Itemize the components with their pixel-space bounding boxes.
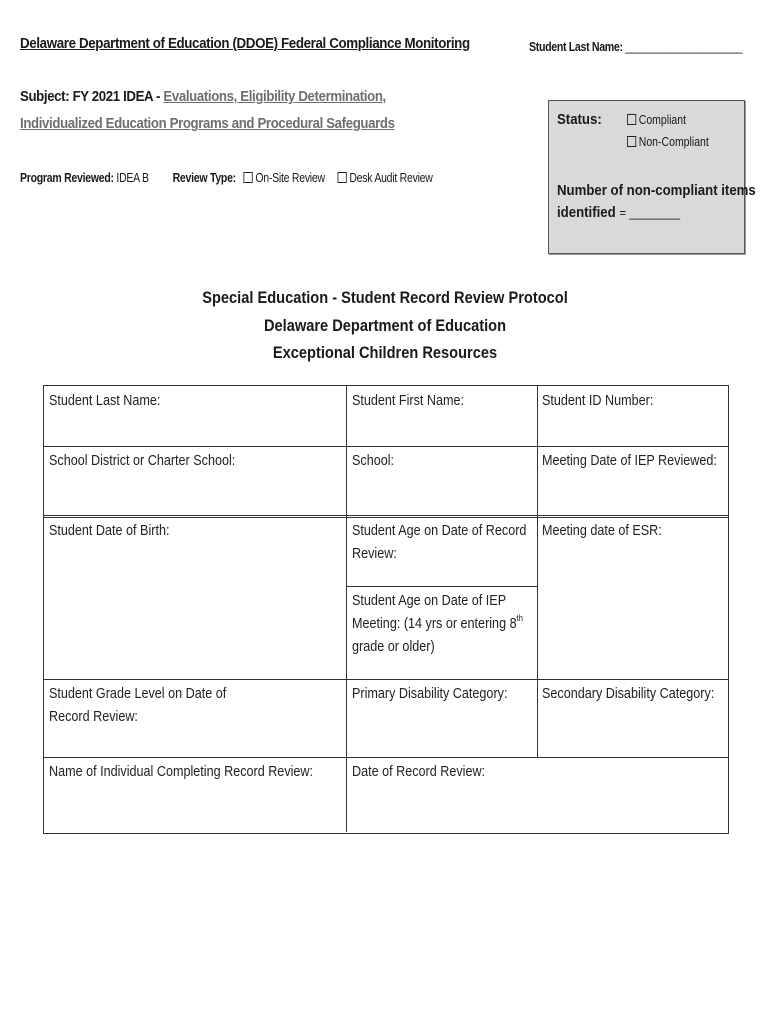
- program-reviewed-value: IDEA B: [116, 171, 149, 185]
- subject-line-1: [20, 88, 386, 105]
- date-of-birth-cell[interactable]: Student Date of Birth:: [49, 522, 170, 539]
- compliant-option[interactable]: [627, 113, 686, 127]
- student-last-name-cell[interactable]: Student Last Name:: [49, 392, 161, 409]
- onsite-review-label: On-Site Review: [255, 171, 325, 185]
- age-record-review-line-1: Student Age on Date of Record: [352, 522, 527, 539]
- age-iep-line-2: Meeting: (14 yrs or entering 8: [352, 615, 517, 632]
- department-title: Delaware Department of Education: [263, 316, 507, 335]
- student-first-name-cell[interactable]: Student First Name:: [352, 392, 465, 409]
- status-label: Status:: [557, 111, 602, 128]
- compliant-checkbox[interactable]: [627, 114, 636, 125]
- primary-disability-cell[interactable]: Primary Disability Category:: [352, 685, 508, 702]
- noncompliant-option[interactable]: [627, 135, 709, 149]
- noncompliant-label: Non-Compliant: [638, 135, 709, 149]
- meeting-date-esr-cell[interactable]: Meeting date of ESR:: [542, 522, 662, 539]
- grade-level-cell[interactable]: [49, 682, 226, 728]
- table-divider: [44, 446, 728, 447]
- subject-topic-1: Evaluations, Eligibility Determination,: [163, 88, 386, 105]
- age-iep-line-3: grade or older): [352, 638, 435, 655]
- header-student-last-name-label: Student Last Name:: [529, 40, 623, 54]
- age-iep-superscript: th: [516, 613, 523, 623]
- grade-level-line-2: Record Review:: [49, 708, 138, 725]
- review-type-label: Review Type:: [172, 171, 236, 185]
- student-record-table: [43, 385, 729, 834]
- table-divider: [44, 515, 728, 518]
- school-district-cell[interactable]: School District or Charter School:: [49, 452, 236, 469]
- subject-line-2: [20, 115, 395, 132]
- onsite-review-checkbox[interactable]: [244, 172, 253, 183]
- school-cell[interactable]: School:: [352, 452, 395, 469]
- noncompliant-count-label-2: identified: [557, 204, 616, 221]
- table-divider: [346, 586, 537, 587]
- noncompliant-count-label-1: Number of non-compliant items: [557, 182, 756, 199]
- age-record-review-line-2: Review:: [352, 545, 397, 562]
- document-header-title: Delaware Department of Education (DDOE) Federal Compliance Monitoring: [20, 36, 470, 52]
- protocol-title: Special Education - Student Record Review Protocol: [202, 288, 568, 307]
- resources-title: Exceptional Children Resources: [272, 343, 498, 362]
- age-iep-meeting-cell[interactable]: [352, 589, 523, 658]
- program-review-line: [20, 171, 433, 185]
- noncompliant-count-field[interactable]: [557, 180, 756, 224]
- age-iep-line-1: Student Age on Date of IEP: [352, 592, 507, 609]
- reviewer-name-cell[interactable]: Name of Individual Completing Record Review:: [49, 763, 314, 780]
- header-student-last-name-blank[interactable]: _____________________: [625, 40, 743, 54]
- table-divider: [537, 386, 538, 757]
- desk-audit-label: Desk Audit Review: [349, 171, 433, 185]
- subject-topic-2: Individualized Education Programs and Procedural Safeguards: [20, 115, 395, 132]
- meeting-date-iep-cell[interactable]: Meeting Date of IEP Reviewed:: [542, 452, 717, 469]
- date-of-review-cell[interactable]: Date of Record Review:: [352, 763, 486, 780]
- header-student-last-name-field[interactable]: [529, 40, 742, 54]
- program-reviewed-label: Program Reviewed:: [20, 171, 114, 185]
- compliant-label: Compliant: [638, 113, 687, 127]
- table-divider: [346, 386, 347, 832]
- noncompliant-count-blank[interactable]: = ________: [619, 205, 681, 220]
- status-box: [548, 100, 756, 254]
- grade-level-line-1: Student Grade Level on Date of: [49, 685, 227, 702]
- student-id-cell[interactable]: Student ID Number:: [542, 392, 654, 409]
- desk-audit-checkbox[interactable]: [338, 172, 347, 183]
- age-record-review-cell[interactable]: [352, 519, 526, 565]
- subject-prefix: Subject: FY 2021 IDEA -: [20, 88, 164, 105]
- noncompliant-checkbox[interactable]: [627, 136, 636, 147]
- table-divider: [44, 757, 728, 758]
- table-divider: [44, 679, 728, 680]
- secondary-disability-cell[interactable]: Secondary Disability Category:: [542, 685, 715, 702]
